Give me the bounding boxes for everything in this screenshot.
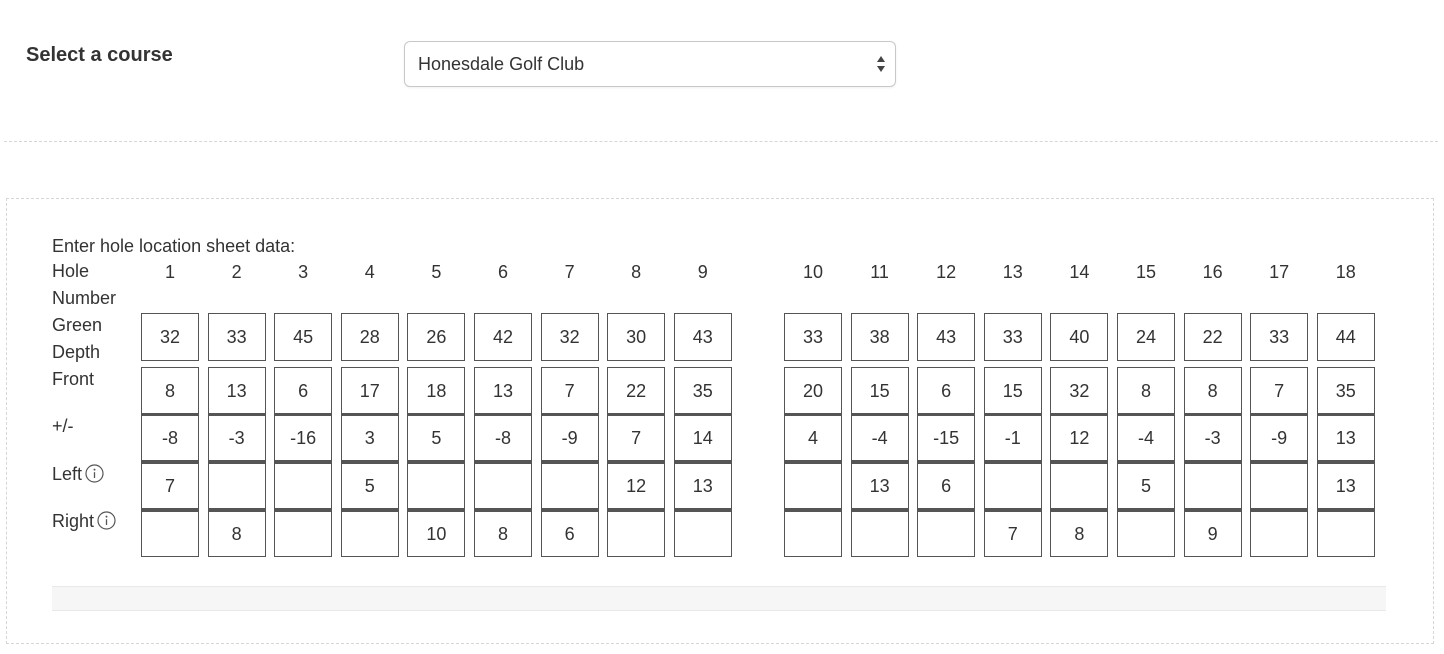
green-depth-input[interactable]: 32 xyxy=(541,313,599,361)
plus-minus-cell: 5 xyxy=(407,413,465,461)
plus-minus-cell: 13 xyxy=(1317,413,1375,461)
right-cell: 10 xyxy=(407,509,465,557)
left-cell xyxy=(984,461,1042,509)
hole-number: 16 xyxy=(1202,262,1223,282)
left-cell xyxy=(407,461,465,509)
front-input[interactable]: 13 xyxy=(474,367,532,415)
left-cell xyxy=(474,461,532,509)
right-cell xyxy=(607,509,665,557)
hole-number: 6 xyxy=(497,262,508,282)
left-cell: 6 xyxy=(917,461,975,509)
hole-label-line2: Number xyxy=(52,288,117,308)
front-input[interactable]: 7 xyxy=(541,367,599,415)
hole-number: 5 xyxy=(431,262,442,282)
hole-number: 11 xyxy=(870,262,889,282)
hole-number: 10 xyxy=(802,262,824,282)
right-cell xyxy=(1250,509,1308,557)
green-depth-input[interactable]: 32 xyxy=(141,313,199,361)
green-depth-label-line1: Green xyxy=(52,315,103,335)
right-cell: 8 xyxy=(1050,509,1108,557)
green-depth-input[interactable]: 30 xyxy=(607,313,665,361)
plus-minus-cell: -3 xyxy=(208,413,266,461)
right-cell xyxy=(274,509,332,557)
green-depth-input[interactable]: 33 xyxy=(984,313,1042,361)
left-label xyxy=(52,461,104,488)
right-cell: 8 xyxy=(208,509,266,557)
left-cell: 12 xyxy=(607,461,665,509)
front-input[interactable]: 35 xyxy=(674,367,732,415)
right-cell xyxy=(784,509,842,557)
right-cell xyxy=(851,509,909,557)
hole-number: 3 xyxy=(298,262,309,282)
plus-minus-cell: -4 xyxy=(851,413,909,461)
hole-number: 13 xyxy=(1002,262,1023,282)
plus-minus-cell: -9 xyxy=(541,413,599,461)
hole-number: 15 xyxy=(1135,262,1157,282)
green-depth-input[interactable]: 33 xyxy=(784,313,842,361)
hole-number: 8 xyxy=(631,262,642,282)
right-info-icon[interactable] xyxy=(97,511,116,530)
front-input[interactable]: 17 xyxy=(341,367,399,415)
left-info-icon[interactable] xyxy=(85,464,104,483)
left-cell xyxy=(784,461,842,509)
plus-minus-cell: 3 xyxy=(341,413,399,461)
front-input[interactable]: 13 xyxy=(208,367,266,415)
front-input[interactable]: 15 xyxy=(984,367,1042,415)
left-cell: 5 xyxy=(1117,461,1175,509)
plus-minus-cell: -9 xyxy=(1250,413,1308,461)
green-depth-input[interactable]: 45 xyxy=(274,313,332,361)
front-input[interactable]: 8 xyxy=(141,367,199,415)
right-label xyxy=(52,508,116,535)
section-divider xyxy=(4,141,1438,142)
sheet-title: Enter hole location sheet data: xyxy=(52,236,296,256)
right-cell: 6 xyxy=(541,509,599,557)
left-cell xyxy=(274,461,332,509)
front-input[interactable]: 6 xyxy=(917,367,975,415)
footer-bar xyxy=(52,586,1386,611)
green-depth-label xyxy=(52,312,102,366)
left-cell xyxy=(1184,461,1242,509)
front-input[interactable]: 35 xyxy=(1317,367,1375,415)
front-input[interactable]: 20 xyxy=(784,367,842,415)
plus-minus-cell: -4 xyxy=(1117,413,1175,461)
left-cell xyxy=(1250,461,1308,509)
front-input[interactable]: 7 xyxy=(1250,367,1308,415)
front-input[interactable]: 15 xyxy=(851,367,909,415)
left-cell: 7 xyxy=(141,461,199,509)
plus-minus-cell: 14 xyxy=(674,413,732,461)
front-input[interactable]: 8 xyxy=(1184,367,1242,415)
green-depth-input[interactable]: 22 xyxy=(1184,313,1242,361)
right-cell: 8 xyxy=(474,509,532,557)
left-cell xyxy=(1050,461,1108,509)
front-input[interactable]: 22 xyxy=(607,367,665,415)
green-depth-input[interactable]: 40 xyxy=(1050,313,1108,361)
hole-number: 4 xyxy=(364,262,375,282)
green-depth-input[interactable]: 44 xyxy=(1317,313,1375,361)
right-cell xyxy=(1317,509,1375,557)
hole-number: 12 xyxy=(936,262,957,282)
right-cell: 9 xyxy=(1184,509,1242,557)
right-label-text: Right xyxy=(52,511,95,531)
green-depth-input[interactable]: 24 xyxy=(1117,313,1175,361)
plus-minus-cell: -8 xyxy=(474,413,532,461)
hole-number: 2 xyxy=(231,262,242,282)
left-cell: 13 xyxy=(851,461,909,509)
green-depth-input[interactable]: 33 xyxy=(208,313,266,361)
plus-minus-cell: 4 xyxy=(784,413,842,461)
right-cell xyxy=(141,509,199,557)
left-cell xyxy=(208,461,266,509)
right-cell xyxy=(1117,509,1175,557)
front-input[interactable]: 18 xyxy=(407,367,465,415)
green-depth-input[interactable]: 43 xyxy=(674,313,732,361)
green-depth-input[interactable]: 43 xyxy=(917,313,975,361)
right-cell xyxy=(917,509,975,557)
front-input[interactable]: 6 xyxy=(274,367,332,415)
right-cell: 7 xyxy=(984,509,1042,557)
hole-number: 9 xyxy=(697,262,708,282)
hole-number: 18 xyxy=(1335,262,1356,282)
course-select-value: Honesdale Golf Club xyxy=(418,54,585,74)
left-cell: 13 xyxy=(1317,461,1375,509)
green-depth-input[interactable]: 42 xyxy=(474,313,532,361)
front-input[interactable]: 8 xyxy=(1117,367,1175,415)
hole-label-line1: Hole xyxy=(52,261,90,281)
plus-minus-cell: -8 xyxy=(141,413,199,461)
hole-number: 1 xyxy=(164,262,175,282)
green-depth-input[interactable]: 38 xyxy=(851,313,909,361)
select-course-label: Select a course xyxy=(26,44,173,66)
right-cell xyxy=(674,509,732,557)
green-depth-label-line2: Depth xyxy=(52,342,101,362)
left-cell: 13 xyxy=(674,461,732,509)
plus-minus-cell: -16 xyxy=(274,413,332,461)
left-label-text: Left xyxy=(52,464,83,484)
plus-minus-cell: 12 xyxy=(1050,413,1108,461)
hole-number-label xyxy=(52,258,116,312)
hole-number: 17 xyxy=(1269,262,1290,282)
hole-number: 14 xyxy=(1069,262,1090,282)
green-depth-input[interactable]: 33 xyxy=(1250,313,1308,361)
right-cell xyxy=(341,509,399,557)
hole-number: 7 xyxy=(564,262,575,282)
green-depth-input[interactable]: 28 xyxy=(341,313,399,361)
plus-minus-label: +/- xyxy=(52,416,74,436)
select-updown-arrows-icon xyxy=(876,53,886,75)
plus-minus-cell: -1 xyxy=(984,413,1042,461)
plus-minus-cell: -3 xyxy=(1184,413,1242,461)
course-select[interactable] xyxy=(404,41,896,87)
front-label: Front xyxy=(52,369,95,389)
left-cell: 5 xyxy=(341,461,399,509)
front-input[interactable]: 32 xyxy=(1050,367,1108,415)
left-cell xyxy=(541,461,599,509)
plus-minus-cell: -15 xyxy=(917,413,975,461)
green-depth-input[interactable]: 26 xyxy=(407,313,465,361)
plus-minus-cell: 7 xyxy=(607,413,665,461)
